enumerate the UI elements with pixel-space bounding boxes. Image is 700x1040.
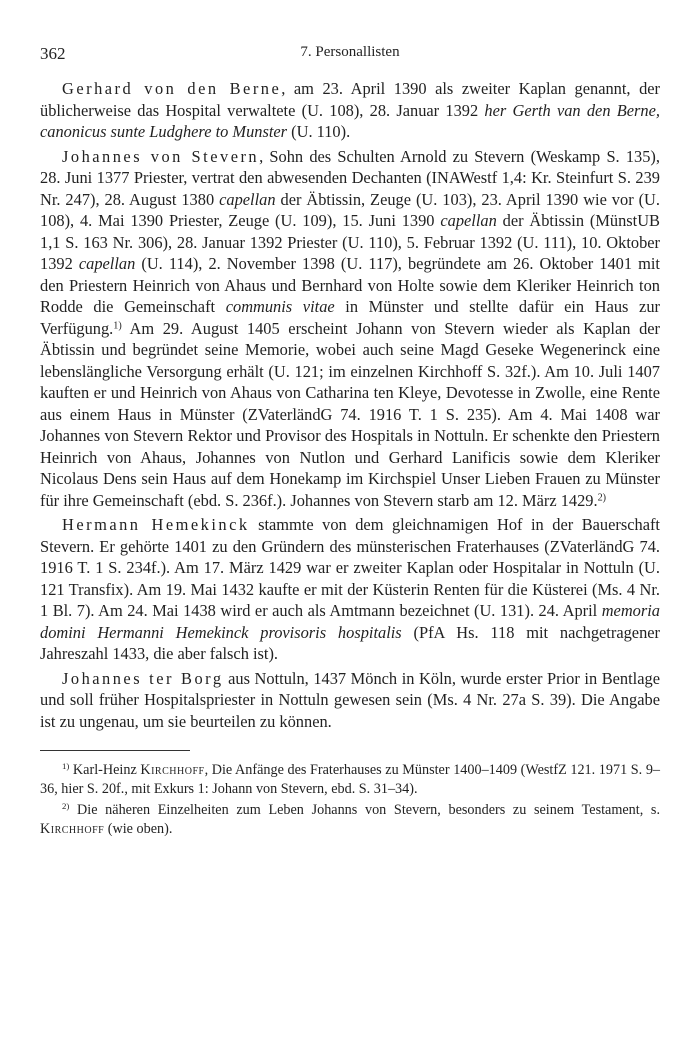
footnotes — [40, 761, 660, 839]
text-segment: , Sohn des Schulten Arnold zu Stevern (Weskamp S. 135), 28. Juni 1377 Priester, vertrat den abwesenden Dechanten (INAWestf 1,4: Kr. Steinfurt S. 239 Nr. 247), 28. August 1380 — [40, 146, 660, 209]
person-name: Hermann Hemekinck — [62, 515, 250, 534]
page-header — [40, 44, 660, 66]
text-segment: Am 29. August 1405 erscheint Johann von Stevern wieder als Kaplan der Äbtissin und begründet seine Memorie, wobei auch seine Magd Geseke Wegenerinck eine lebenslängliche Versorgung erhält (U. 121; im einzelnen Kirchhoff S. 32f.). Am 10. Juli 1407 kauften er und Heinrich von Ahaus von Catharina ten Kleye, Devotesse in Zwolle, eine Rente aus einem Haus in Münster (ZVaterländG 74. 1916 T. 1 S. 235). Am 4. Mai 1408 war Johannes von Stevern Rektor und Provisor des Hospitals in Nottuln. Er schenkte den Priestern Heinrich von Ahaus, Johannes von Nutlon und Gerhard Lanificis sowie dem Kleriker Nicolaus Dens sein Haus auf dem Honekamp im Kirchspiel Unser Lieben Frauen zu Münster für ihre Gemeinschaft (ebd. S. 236f.). Johannes von Stevern starb am 12. März 1429. — [40, 318, 660, 510]
footnote-reference: 2) — [62, 801, 70, 812]
text-segment: (U. 110). — [287, 122, 351, 141]
text-segment: (wie oben). — [104, 821, 173, 837]
text-segment: Kirchhoff — [40, 821, 105, 837]
text-segment: , am 23. April 1390 als zweiter Kaplan genannt, der üblicherweise das Hospital verwaltete (U. 108), 28. Januar 1392 — [40, 79, 661, 120]
footnote — [40, 801, 660, 839]
text-segment: (U. 114), 2. November 1398 (U. 117), begründete am 26. Oktober 1401 mit den Priestern Heinrich von Ahaus und Bernhard von Holte sowie dem Kleriker Heinrich ton Rodde die Gemeinschaft — [40, 254, 660, 316]
text-segment: Die näheren Einzelheiten zum Leben Johanns von Stevern, besonders zu seinem Testament, s. — [69, 802, 660, 818]
person-entry — [40, 78, 660, 143]
text-segment: , Die Anfänge des Fraterhauses zu Münster 1400–1409 (WestfZ 121. 1971 S. 9–36, hier S. 20f., mit Exkurs 1: Johann von Stevern, ebd. S. 31–34). — [40, 762, 661, 797]
text-segment: stammte von dem gleichnamigen Hof in der Bauerschaft Stevern. Er gehörte 1401 zu den Gründern des münsterischen Fraterhauses (ZVaterländG 74. 1916 T. 1 S. 234f.). Am 17. März 1429 war er zweiter Kaplan oder Hospitalar in Nottuln (U. 121 Transfix). Am 19. Mai 1432 kaufte er mit der Küsterin Renten für die Küsterei (Ms. 4 Nr. 1 Bl. 7). Am 24. Mai 1438 wird er auch als Amtmann bezeichnet (U. 131). 24. April — [40, 515, 660, 620]
person-name: Gerhard von den Berne — [62, 79, 282, 98]
italic-quote: communis vitae — [225, 297, 335, 316]
footnote-reference: 1) — [113, 319, 122, 331]
text-segment: Karl-Heinz — [69, 762, 141, 778]
page-number: 362 — [40, 44, 66, 63]
footnote-separator — [40, 750, 190, 751]
footnote-reference: 1) — [62, 761, 70, 772]
person-name: Johannes ter Borg — [62, 668, 224, 688]
italic-quote: her Gerth van den Berne, canonicus sunte Ludghere to Munster — [40, 100, 660, 141]
person-entry — [40, 668, 660, 733]
text-segment: (PfA Hs. 118 mit nachgetragener Jahreszahl 1433, die aber falsch ist). — [40, 622, 660, 663]
text-segment: der Äbtissin (MünstUB 1,1 S. 163 Nr. 306), 28. Januar 1392 Priester (U. 110), 5. Februar 1392 (U. 111), 10. Oktober 1392 — [40, 211, 660, 273]
person-name: Johannes von Stevern — [62, 146, 260, 166]
text-segment: Kirchhoff — [140, 762, 205, 778]
footnote-reference: 2) — [597, 491, 607, 503]
italic-quote: capellan — [219, 189, 276, 209]
footnote — [40, 761, 660, 799]
text-segment: der Äbtissin, Zeuge (U. 103), 23. April 1390 wie vor (U. 108), 4. Mai 1390 Priester, Zeuge (U. 109), 15. Juni 1390 — [40, 189, 660, 230]
person-entry — [40, 514, 660, 665]
text-segment: in Münster und stellte dafür ein Haus zur Verfügung. — [40, 297, 660, 338]
text-segment: aus Nottuln, 1437 Mönch in Köln, wurde erster Prior in Bentlage und soll früher Hospitalspriester in Nottuln gewesen sein (Ms. 4 Nr. 27a S. 39). Die Angabe ist zu ungenau, um sie beurteilen zu können. — [40, 668, 660, 731]
running-head: 7. Personallisten — [300, 44, 400, 60]
person-entry — [40, 146, 660, 512]
italic-quote: capellan — [78, 254, 136, 273]
italic-quote: capellan — [440, 211, 497, 230]
main-text — [40, 78, 660, 732]
italic-quote: memoria domini Hermanni Hemekinck provisoris hospitalis — [40, 601, 660, 642]
